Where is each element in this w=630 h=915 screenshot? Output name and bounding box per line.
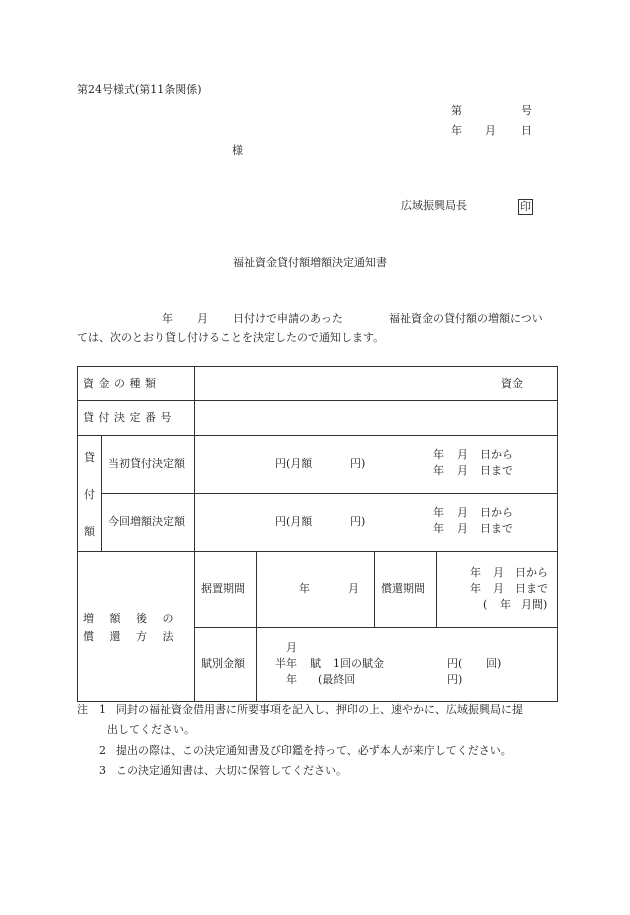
note-3 — [99, 765, 347, 776]
deferment-month: 月 — [348, 582, 359, 595]
loan-amount-label-cell — [78, 436, 102, 552]
installment-label: 賦別金額 — [201, 657, 245, 670]
increase-from-month: 月 — [457, 506, 468, 519]
increase-amount-label: 今回増額決定額 — [108, 515, 185, 528]
initial-from-day: 日から — [480, 448, 513, 461]
note-3-text: この決定通知書は、大切に保管してください。 — [116, 764, 347, 777]
inst-yen-close: 円) — [447, 673, 463, 686]
deferment-label-cell — [195, 552, 257, 628]
loan-amount-char-3: 額 — [84, 524, 95, 538]
repayment-label: 償還期間 — [381, 582, 425, 595]
initial-to-month: 月 — [457, 464, 468, 477]
date-year: 年 — [451, 124, 462, 137]
note-2-number: 2 — [99, 744, 106, 757]
loan-amount-char-1: 貸 — [84, 450, 95, 464]
note-2 — [99, 745, 512, 756]
fund-suffix: 資金 — [501, 377, 523, 390]
increase-amount-row — [78, 494, 558, 552]
inst-per-payment: 1回の賦金 — [333, 657, 384, 670]
date-day: 日 — [521, 124, 532, 137]
increase-yen-close: 円) — [350, 515, 366, 528]
body-text-2: 福祉資金の貸付額の増額につい — [389, 312, 543, 325]
initial-to-day: 日まで — [480, 464, 513, 477]
method-label-line2: 償 還 方 法 — [83, 629, 179, 643]
decision-number-label: 貸 付 決 定 番 号 — [83, 411, 172, 424]
initial-amount-row — [78, 436, 558, 494]
deferment-year: 年 — [299, 582, 310, 595]
deferment-label: 据置期間 — [201, 582, 245, 595]
decision-number-row — [78, 401, 558, 436]
seal-mark — [518, 197, 533, 215]
decision-number-value-cell — [195, 401, 558, 436]
fund-type-label: 資 金 の 種 類 — [83, 377, 157, 390]
repay-to-day: 日まで — [515, 582, 548, 595]
increase-to-month: 月 — [457, 522, 468, 535]
initial-amount-label: 当初貸付決定額 — [108, 457, 185, 470]
increase-to-day: 日まで — [480, 522, 513, 535]
repayment-label-cell — [375, 552, 437, 628]
repay-to-year: 年 — [470, 582, 481, 595]
inst-half-year: 半年 — [275, 657, 297, 670]
method-label-line1: 増 額 後 の — [83, 611, 179, 625]
repay-from-day: 日から — [515, 566, 548, 579]
body-text-3: ては、次のとおり貸し付けることを決定したので通知します。 — [77, 331, 385, 344]
note-1-number: 注 1 — [77, 703, 106, 716]
initial-yen-monthly: 円(月額 — [275, 457, 313, 470]
repay-period-paren: ( — [483, 598, 488, 611]
increase-amount-value-cell — [195, 494, 558, 552]
doc-number-suffix: 号 — [521, 104, 532, 117]
increase-from-day: 日から — [480, 506, 513, 519]
installment-label-cell — [195, 628, 257, 702]
issuer-title: 広域振興局長 — [401, 199, 467, 212]
repay-to-month: 月 — [493, 582, 504, 595]
repayment-value-cell — [437, 552, 558, 628]
body-month: 月 — [197, 312, 208, 325]
note-3-number: 3 — [99, 764, 106, 777]
inst-year: 年 — [286, 673, 297, 686]
initial-from-year: 年 — [433, 448, 444, 461]
inst-fu: 賦 — [310, 657, 321, 670]
note-2-text: 提出の際は、この決定通知書及び印鑑を持って、必ず本人が来庁してください。 — [116, 744, 512, 757]
repay-period-months: 月間) — [521, 598, 548, 611]
form-number: 第24号様式(第11条関係) — [77, 83, 202, 96]
body-year: 年 — [162, 312, 173, 325]
repay-from-month: 月 — [493, 566, 504, 579]
initial-from-month: 月 — [457, 448, 468, 461]
inst-last: (最終回 — [318, 673, 356, 686]
fund-type-value-cell — [195, 367, 558, 401]
initial-yen-close: 円) — [350, 457, 366, 470]
increase-from-year: 年 — [433, 506, 444, 519]
addressee-honorific: 様 — [232, 144, 243, 157]
increase-to-year: 年 — [433, 522, 444, 535]
installment-value-cell — [257, 628, 558, 702]
note-1-continuation: 出してください。 — [107, 723, 195, 736]
inst-times: 回) — [486, 657, 502, 670]
initial-to-year: 年 — [433, 464, 444, 477]
increase-yen-monthly: 円(月額 — [275, 515, 313, 528]
repay-from-year: 年 — [470, 566, 481, 579]
note-1 — [77, 704, 523, 715]
inst-month: 月 — [286, 641, 297, 654]
seal-text: 印 — [518, 199, 533, 215]
doc-number-prefix: 第 — [451, 104, 462, 117]
repay-period-year: 年 — [500, 598, 511, 611]
fund-type-row — [78, 367, 558, 401]
inst-yen-open: 円( — [447, 657, 463, 670]
document-title: 福祉資金貸付額増額決定通知書 — [233, 256, 387, 269]
loan-form-table — [77, 366, 558, 702]
initial-amount-label-cell — [102, 436, 195, 494]
body-text-1: 日付けで申請のあった — [233, 312, 343, 325]
deferment-row — [78, 552, 558, 628]
date-month: 月 — [485, 124, 496, 137]
initial-amount-value-cell — [195, 436, 558, 494]
deferment-value-cell — [257, 552, 375, 628]
increase-amount-label-cell — [102, 494, 195, 552]
loan-amount-char-2: 付 — [84, 487, 95, 501]
fund-type-label-cell — [78, 367, 195, 401]
method-label-cell — [78, 552, 195, 702]
note-1-text: 同封の福祉資金借用書に所要事項を記入し、押印の上、速やかに、広域振興局に提 — [116, 703, 523, 716]
decision-number-label-cell — [78, 401, 195, 436]
